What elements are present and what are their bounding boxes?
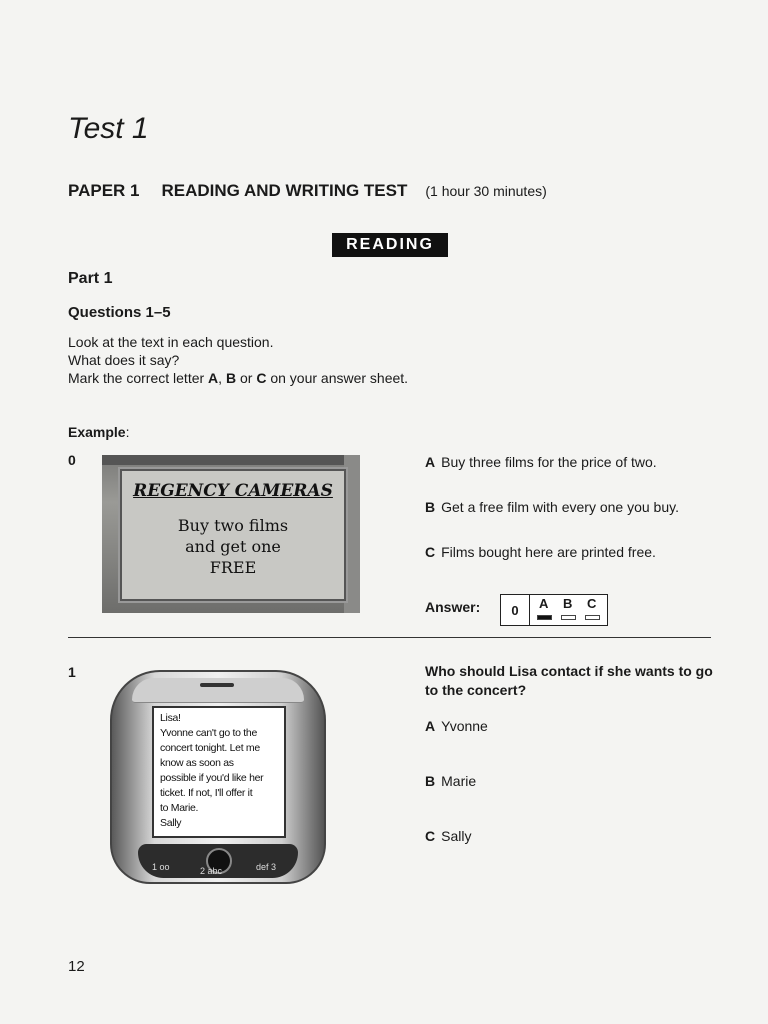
letter-a: A — [208, 370, 219, 386]
section-banner: READING — [332, 233, 448, 257]
answer-letter-b: B — [563, 596, 573, 611]
example-number: 0 — [68, 452, 76, 468]
instruction-line: Look at the text in each question. — [68, 334, 274, 350]
sms-line: ticket. If not, I'll offer it — [160, 787, 253, 799]
sign-line: Buy two films — [177, 516, 289, 535]
section-divider — [68, 637, 711, 638]
test-title: Test 1 — [68, 112, 149, 145]
phone-screen — [152, 706, 286, 838]
question-option-b: B Marie — [425, 773, 477, 789]
paper-number: PAPER 1 — [68, 181, 140, 200]
phone-key: 2 abc — [200, 866, 223, 876]
phone-speaker-icon — [200, 683, 234, 687]
question-number: 1 — [68, 664, 76, 680]
answer-mark-b[interactable] — [561, 615, 576, 620]
page-number: 12 — [68, 958, 85, 975]
answer-number: 0 — [501, 595, 530, 625]
phone-key: 1 oo — [152, 862, 170, 872]
answer-letter-c: C — [587, 596, 597, 611]
sms-line: to Marie. — [160, 802, 199, 814]
sms-line: Yvonne can't go to the — [160, 727, 257, 739]
sign-body — [122, 515, 344, 578]
regency-sign-image — [102, 455, 360, 613]
answer-letter-a: A — [539, 596, 549, 611]
sms-line: know as soon as — [160, 757, 234, 769]
questions-range: Questions 1–5 — [68, 304, 171, 321]
example-label: Example: — [68, 424, 130, 440]
sms-line: possible if you'd like her — [160, 772, 264, 784]
instruction-tail: on your answer sheet. — [270, 370, 409, 386]
instruction-or: or — [239, 370, 253, 386]
phone-key: def 3 — [256, 862, 277, 872]
mobile-phone-image — [110, 670, 326, 884]
letter-b: B — [225, 370, 237, 386]
sign-panel — [120, 469, 346, 601]
example-option-c: C Films bought here are printed free. — [425, 544, 656, 560]
instruction-line: Mark the correct letter A, B or C on your answer sheet. — [68, 370, 409, 386]
question-option-c: C Sally — [425, 828, 472, 844]
instruction-text: Mark the correct letter — [68, 370, 205, 386]
part-title: Part 1 — [68, 270, 113, 287]
paper-name: READING AND WRITING TEST — [161, 181, 408, 200]
answer-mark-a[interactable] — [537, 615, 552, 620]
sms-line: concert tonight. Let me — [160, 742, 260, 754]
sign-background — [344, 455, 360, 613]
instructions — [68, 333, 408, 387]
paper-heading — [68, 181, 547, 201]
sms-line: Lisa! — [160, 712, 181, 724]
phone-keypad — [138, 844, 298, 878]
answer-label: Answer: — [425, 599, 481, 615]
instruction-line: What does it say? — [68, 352, 180, 368]
sms-line: Sally — [160, 817, 182, 829]
letter-c: C — [256, 370, 267, 386]
paper-duration: (1 hour 30 minutes) — [425, 183, 547, 199]
phone-top — [132, 678, 304, 703]
example-option-b: B Get a free film with every one you buy. — [425, 499, 679, 515]
question-option-a: A Yvonne — [425, 718, 488, 734]
sign-background — [102, 455, 360, 465]
sign-title: REGENCY CAMERAS — [133, 481, 333, 501]
question-text: Who should Lisa contact if she wants to go to the concert? — [425, 663, 713, 698]
example-option-a: A Buy three films for the price of two. — [425, 454, 657, 470]
answer-mark-c[interactable] — [585, 615, 600, 620]
answer-grid — [500, 594, 608, 626]
sign-line: FREE — [209, 558, 257, 577]
sign-line: and get one — [185, 537, 281, 556]
